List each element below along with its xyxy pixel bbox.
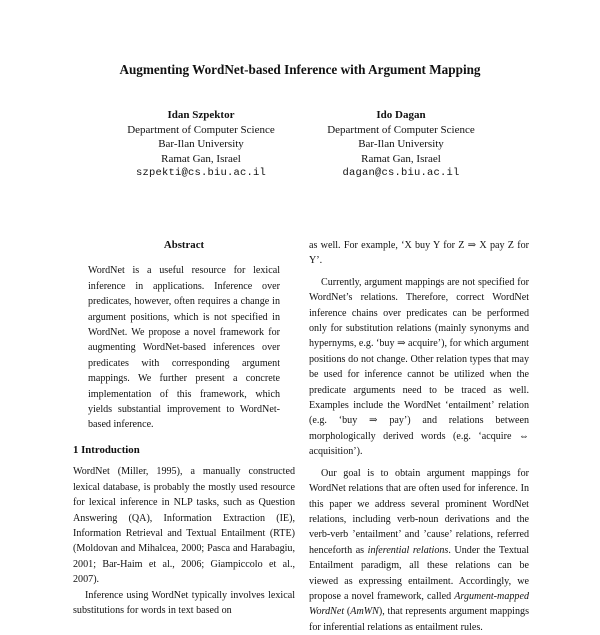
text-run: Our goal is to obtain argument mappings for WordNet relations that are often used for inference. In this paper we address several prominent WordNet relations, including verb-noun derivations and the verb-verb ’entailment’ and ’cause’ relations, referred henceforth as — [309, 467, 529, 556]
author-block-2 — [301, 108, 501, 181]
emphasis-inferential-relations: inferential relations — [367, 544, 449, 556]
right-paragraph-1: Currently, argument mappings are not specified for WordNet’s relations. Therefore, correct WordNet inference chains over predicates can be performed only for substitution relations (mainly synonyms and hypernyms, e.g. ‘buy ⇒ acquire’), for which argument positions do not change. Other relation types that may be used for inference cannot be utilized when the predicate arguments need to be traced as well. Examples include the WordNet ‘entailment’ relation (e.g. ‘buy ⇒ pay’) and relations between morphologically derived words (e.g. ‘acquire ⇔ acquisition’). — [309, 276, 529, 458]
intro-paragraph-1: WordNet (Miller, 1995), a manually constructed lexical database, is probably the mostly used resource for lexical inference in NLP tasks, such as Question Answering (QA), Information Extraction (IE), Information Retrieval and Textual Entailment (RTE) (Moldovan and Mihalcea, 2000; Pasca and Harabagiu, 2001; Bar-Haim et al., 2006; Giampiccolo et al., 2007). — [73, 466, 295, 586]
paper-title: Augmenting WordNet-based Inference with Argument Mapping — [119, 62, 481, 77]
abstract-heading: Abstract — [163, 239, 205, 251]
right-paragraph-0: as well. For example, ‘X buy Y for Z ⇒ X pay Z for Y’. — [309, 240, 529, 267]
author-email: szpekti@cs.biu.ac.il — [135, 167, 267, 180]
author-name: Idan Szpektor — [167, 109, 235, 121]
author-department: Department of Computer Science — [327, 123, 475, 136]
emphasis-amwn-name: Argument-mapped WordNet — [309, 590, 529, 618]
text-run: ( — [344, 606, 351, 618]
author-university: Bar-Ilan University — [158, 138, 244, 151]
author-block-1 — [101, 108, 301, 181]
author-university: Bar-Ilan University — [358, 138, 444, 151]
right-column — [309, 238, 529, 635]
abstract-text: WordNet is a useful resource for lexical inference in applications. Inference over predicates, however, often requires a change in argument positions, which is not specified in WordNet. We propose a novel framework for augmenting WordNet-based inferences over predicates with corresponding argument mappings. We further present a concrete implementation of this framework, which yields substantial improvement to WordNet-based inference. — [88, 265, 280, 431]
section-heading-introduction: 1 Introduction — [73, 443, 140, 456]
text-run: ), that represents argument mappings for inferential relations as entailment rules. — [309, 606, 530, 633]
intro-paragraph-2: Inference using WordNet typically involves lexical substitutions for words in text based on — [73, 589, 295, 616]
text-run: . Under the Textual Entailment paradigm, all these relations can be viewed as expressing entailment. Accordingly, we propose a novel framework, called — [309, 544, 529, 602]
author-location: Ramat Gan, Israel — [361, 152, 441, 165]
author-location: Ramat Gan, Israel — [161, 152, 241, 165]
author-department: Department of Computer Science — [127, 123, 275, 136]
author-name: Ido Dagan — [376, 109, 426, 121]
left-column — [73, 238, 295, 618]
author-email: dagan@cs.biu.ac.il — [342, 167, 460, 180]
right-paragraph-2 — [309, 466, 529, 635]
emphasis-amwn-acronym: AmWN — [350, 606, 379, 618]
